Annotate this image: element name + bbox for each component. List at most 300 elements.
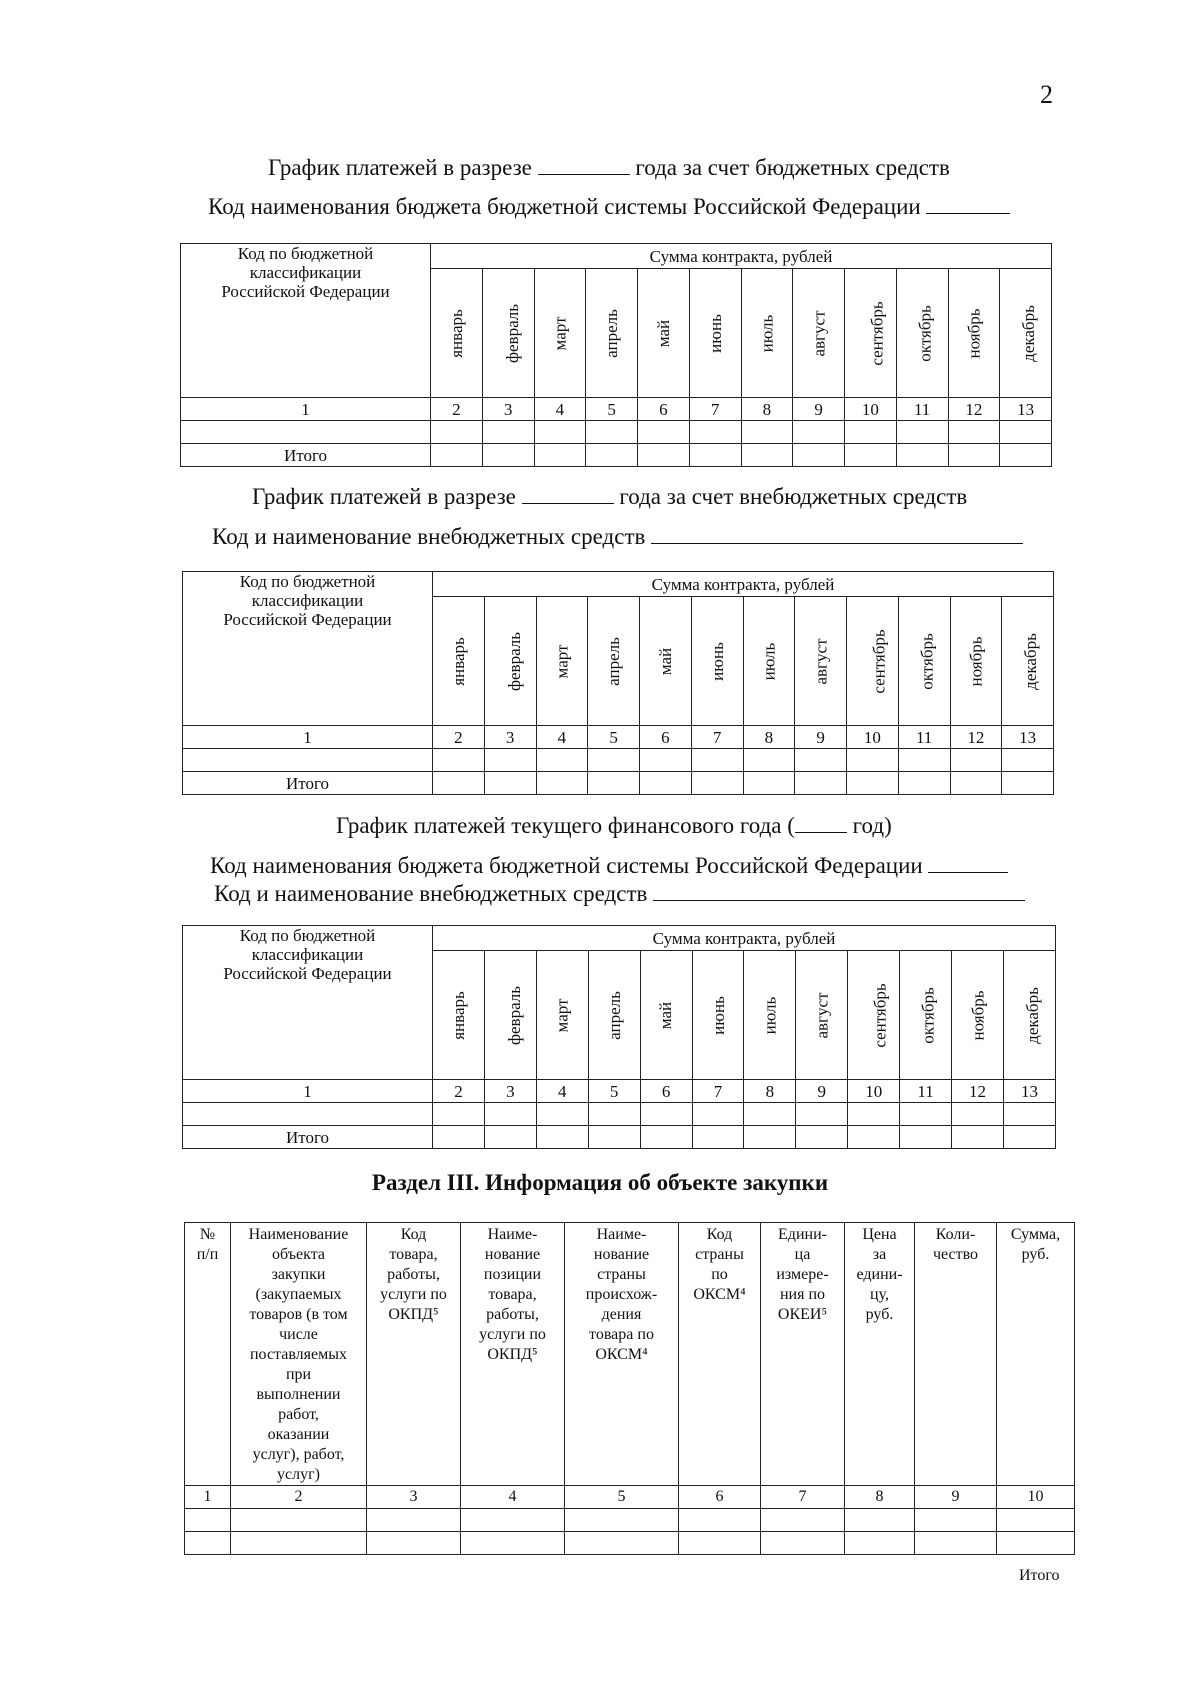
empty-cell [796,1103,848,1126]
total-cell [741,444,793,467]
empty-cell [1000,421,1052,444]
month-header [741,269,793,398]
column-number: 4 [536,726,588,749]
empty-cell [744,1103,796,1126]
schedule-1-code-line [208,193,1010,220]
empty-cell [461,1532,565,1555]
page-number: 2 [1040,80,1053,109]
empty-cell [743,749,795,772]
month-label: декабрь [1021,632,1041,690]
month-header [845,269,897,398]
column-number: 12 [952,1080,1004,1103]
header-line: Едини- [778,1226,827,1243]
header-line: Цена [862,1226,897,1243]
empty-cell [1003,1103,1055,1126]
month-header [896,269,948,398]
month-label: апрель [604,636,624,686]
column-number: 4 [534,398,586,421]
items-column-header [367,1223,461,1486]
month-header [796,951,848,1080]
total-cell [691,772,743,795]
kbk-header [183,926,433,1080]
total-cell [536,772,588,795]
column-number: 9 [796,1080,848,1103]
total-cell [796,1126,848,1149]
month-label: март [550,316,570,350]
total-cell [640,772,692,795]
header-line: Код [706,1226,733,1243]
total-cell [898,772,950,795]
empty-row [183,1103,1056,1126]
column-numbers-row [181,398,1052,421]
column-number: 3 [484,726,536,749]
header-line: нование [593,1246,650,1263]
total-cell [482,444,534,467]
payment-table-2 [182,571,1054,795]
empty-cell [484,1103,536,1126]
kbk-header-line: Российской Федерации [221,282,390,301]
header-line: ния по [779,1286,826,1303]
month-label: декабрь [1022,986,1042,1044]
extrabudget-code-blank [653,880,1025,901]
month-header [484,951,536,1080]
total-cell [1002,772,1054,795]
kbk-header-line: Код по бюджетной [239,572,376,591]
month-label: март [552,998,572,1032]
header-line: объекта [272,1246,325,1263]
column-number: 1 [183,1080,433,1103]
header-line: выполнении [256,1386,341,1403]
header-line: ца [794,1246,811,1263]
empty-cell [952,1103,1004,1126]
header-line: товаров (в том [249,1306,348,1323]
total-cell [952,1126,1004,1149]
empty-cell [898,749,950,772]
total-label: Итого [181,444,431,467]
header-line: товара, [488,1286,537,1303]
empty-cell [536,1103,588,1126]
month-label: май [653,319,673,347]
empty-cell [761,1532,845,1555]
month-header [640,597,692,726]
empty-cell [692,1103,744,1126]
total-cell [534,444,586,467]
sum-header: Сумма контракта, рублей [433,572,1054,597]
column-number: 6 [640,726,692,749]
column-number: 11 [900,1080,952,1103]
sum-header: Сумма контракта, рублей [433,926,1056,951]
column-number: 5 [588,1080,640,1103]
header-line: поставляемых [249,1346,347,1363]
empty-cell [183,749,433,772]
header-line: ОКЕИ⁵ [777,1306,828,1323]
total-cell [743,772,795,795]
items-column-header [915,1223,997,1486]
empty-cell [915,1509,997,1532]
column-number: 7 [691,726,743,749]
items-column-header [679,1223,761,1486]
month-label: июль [757,314,777,352]
empty-cell [896,421,948,444]
kbk-header [181,244,431,398]
month-label: декабрь [1019,304,1039,362]
empty-cell [536,749,588,772]
empty-cell [848,1103,900,1126]
total-cell [950,772,1002,795]
items-column-header [997,1223,1075,1486]
empty-cell [640,749,692,772]
month-header [900,951,952,1080]
column-number: 6 [638,398,690,421]
header-line: ОКСМ⁴ [693,1286,746,1303]
extrabudget-code-label: Код и наименование внебюджетных средств [212,524,646,549]
total-cell [795,772,847,795]
month-header [795,597,847,726]
header-line: нование [484,1246,541,1263]
kbk-header-line: Код по бюджетной [237,244,374,263]
total-cell [484,1126,536,1149]
header-line: Наиме- [487,1226,538,1243]
empty-cell [845,1509,915,1532]
kbk-header-line: классификации [249,263,362,282]
column-numbers-row [183,1080,1056,1103]
total-label: Итого [183,1126,433,1149]
total-cell [588,772,640,795]
empty-cell [915,1532,997,1555]
month-header [588,951,640,1080]
column-number: 5 [586,398,638,421]
month-header [1000,269,1052,398]
budget-code-blank [926,193,1010,214]
total-cell [484,772,536,795]
month-header [1003,951,1055,1080]
column-number: 8 [743,726,795,749]
empty-cell [588,1103,640,1126]
month-header [433,597,485,726]
total-cell [588,1126,640,1149]
header-line: Коли- [935,1226,976,1243]
header-line: Наименование [248,1226,349,1243]
kbk-header-line: классификации [251,591,364,610]
empty-cell [588,749,640,772]
header-line: позиции [483,1266,542,1283]
empty-cell [638,421,690,444]
empty-cell [900,1103,952,1126]
column-number: 12 [948,398,1000,421]
month-header [484,597,536,726]
extrabudget-code-blank [651,523,1023,544]
empty-cell [484,749,536,772]
month-label: август [809,309,829,357]
total-cell [536,1126,588,1149]
empty-cell [679,1532,761,1555]
empty-cell [950,749,1002,772]
column-number: 6 [640,1080,692,1103]
month-header [952,951,1004,1080]
header-line: чество [932,1246,979,1263]
column-number: 10 [997,1486,1075,1509]
empty-cell [181,421,431,444]
month-label: октябрь [917,632,937,690]
schedule-2-title-right: года за счет внебюджетных средств [619,484,968,509]
total-cell [640,1126,692,1149]
total-cell [689,444,741,467]
total-cell [586,444,638,467]
total-row [183,1126,1056,1149]
schedule-3-title-right: год) [852,813,892,838]
header-line: услуг) [277,1466,320,1483]
extrabudget-code-label: Код и наименование внебюджетных средств [214,881,648,906]
column-number: 11 [896,398,948,421]
column-number: 10 [848,1080,900,1103]
column-number: 2 [231,1486,367,1509]
month-header [536,597,588,726]
header-line: Код [400,1226,427,1243]
empty-cell [793,421,845,444]
month-label: май [656,1001,676,1029]
items-header-row [185,1223,1075,1486]
header-line: страны [597,1266,646,1283]
header-line: услуги по [380,1286,447,1303]
month-label: январь [446,308,466,358]
month-header [847,597,899,726]
month-header [433,951,485,1080]
kbk-header-line: Код по бюджетной [239,926,376,945]
month-label: август [811,637,831,685]
year-blank [795,812,847,833]
column-number: 13 [1000,398,1052,421]
column-number: 13 [1003,1080,1055,1103]
column-number: 9 [793,398,845,421]
total-cell [845,444,897,467]
month-header [692,951,744,1080]
empty-cell [185,1509,231,1532]
items-empty-row [185,1509,1075,1532]
empty-cell [185,1532,231,1555]
header-line: за [872,1246,887,1263]
column-number: 1 [181,398,431,421]
empty-cell [795,749,847,772]
month-label: ноябрь [968,990,988,1040]
empty-cell [1002,749,1054,772]
items-column-header [565,1223,679,1486]
total-cell [948,444,1000,467]
column-number: 13 [1002,726,1054,749]
month-label: сентябрь [867,300,887,366]
column-number: 1 [185,1486,231,1509]
header-line: закупки [271,1266,326,1283]
header-line: страны [695,1246,744,1263]
empty-cell [565,1532,679,1555]
header-line: ОКПД⁵ [487,1346,538,1363]
empty-row [183,749,1054,772]
items-number-row [185,1486,1075,1509]
column-number: 6 [679,1486,761,1509]
total-cell [431,444,483,467]
empty-cell [691,749,743,772]
header-line: оказании [267,1426,330,1443]
header-line: по [711,1266,728,1283]
empty-cell [461,1509,565,1532]
month-label: сентябрь [869,628,889,694]
column-number: 3 [482,398,534,421]
header-line: руб. [1021,1246,1050,1263]
month-label: апрель [602,308,622,358]
schedule-3-title-left: График платежей текущего финансового года ( [336,813,795,838]
month-label: август [812,991,832,1039]
month-label: сентябрь [870,982,890,1048]
month-header [898,597,950,726]
header-line: дения [601,1306,642,1323]
total-cell [638,444,690,467]
total-cell [847,772,899,795]
column-number: 4 [536,1080,588,1103]
header-line: цу, [870,1286,889,1303]
empty-cell [845,421,897,444]
kbk-header [183,572,433,726]
month-header [1002,597,1054,726]
budget-code-blank [928,852,1008,873]
column-number: 12 [950,726,1002,749]
month-header [691,597,743,726]
total-row [181,444,1052,467]
month-label: июнь [705,313,725,353]
month-header [638,269,690,398]
month-label: июнь [708,995,728,1035]
empty-cell [845,1532,915,1555]
empty-cell [761,1509,845,1532]
header-line: услуги по [479,1326,546,1343]
header-line: едини- [856,1266,903,1283]
schedule-1-title-left: График платежей в разрезе [268,155,532,180]
month-header [793,269,845,398]
month-label: март [552,644,572,678]
section-3-title: Раздел III. Информация об объекте закупки [371,1170,829,1195]
month-header [743,597,795,726]
items-column-header [231,1223,367,1486]
year-blank [538,154,630,175]
column-number: 5 [588,726,640,749]
column-number: 7 [689,398,741,421]
month-header [536,951,588,1080]
month-label: апрель [604,990,624,1040]
month-header [689,269,741,398]
schedule-3-code-line-2 [214,880,1025,907]
kbk-header-line: Российской Федерации [223,610,392,629]
month-header [744,951,796,1080]
items-column-header [185,1223,231,1486]
month-label: февраль [504,631,524,691]
total-cell [848,1126,900,1149]
header-row [181,244,1052,269]
year-blank [522,483,614,504]
month-header [950,597,1002,726]
column-number: 9 [915,1486,997,1509]
month-label: ноябрь [966,636,986,686]
empty-cell [482,421,534,444]
empty-cell [847,749,899,772]
empty-cell [534,421,586,444]
month-label: февраль [502,303,522,363]
header-line: ОКСМ⁴ [595,1346,648,1363]
schedule-1-title [268,154,950,181]
empty-cell [586,421,638,444]
schedule-3-title [336,812,892,839]
column-number: 10 [845,398,897,421]
header-line: Сумма, [1010,1226,1061,1243]
empty-cell [741,421,793,444]
sum-header: Сумма контракта, рублей [431,244,1052,269]
header-row [183,572,1054,597]
column-number: 3 [367,1486,461,1509]
items-column-header [461,1223,565,1486]
month-header [640,951,692,1080]
month-header [482,269,534,398]
header-row [183,926,1056,951]
month-header [588,597,640,726]
month-header [431,269,483,398]
column-number: 8 [845,1486,915,1509]
column-number: 5 [565,1486,679,1509]
budget-code-label: Код наименования бюджета бюджетной системы Российской Федерации [210,853,923,878]
header-line: руб. [865,1306,894,1323]
total-cell [1000,444,1052,467]
schedule-1-title-right: года за счет бюджетных средств [635,155,950,180]
empty-cell [640,1103,692,1126]
column-number: 2 [433,1080,485,1103]
budget-code-label: Код наименования бюджета бюджетной системы Российской Федерации [208,194,921,219]
column-number: 4 [461,1486,565,1509]
empty-cell [997,1532,1075,1555]
kbk-header-line: классификации [251,945,364,964]
column-number: 10 [847,726,899,749]
schedule-2-title [252,483,967,510]
total-cell [433,1126,485,1149]
empty-cell [433,1103,485,1126]
month-header [586,269,638,398]
empty-cell [183,1103,433,1126]
empty-cell [565,1509,679,1532]
total-row [183,772,1054,795]
total-cell [744,1126,796,1149]
column-number: 1 [183,726,433,749]
header-line: работы, [387,1266,440,1283]
items-empty-row [185,1532,1075,1555]
column-number: 2 [431,398,483,421]
header-line: (закупаемых [255,1286,342,1303]
column-number: 7 [692,1080,744,1103]
month-label: январь [448,990,468,1040]
schedule-2-title-left: График платежей в разрезе [252,484,516,509]
header-line: измере- [776,1266,829,1283]
empty-cell [433,749,485,772]
month-label: июнь [707,641,727,681]
empty-cell [679,1509,761,1532]
column-number: 8 [744,1080,796,1103]
items-column-header [761,1223,845,1486]
month-label: июль [760,996,780,1034]
total-cell [896,444,948,467]
month-label: июль [759,642,779,680]
total-cell [900,1126,952,1149]
empty-cell [367,1532,461,1555]
header-line: услуг), работ, [252,1446,345,1463]
month-label: октябрь [918,986,938,1044]
header-line: Наиме- [596,1226,647,1243]
header-line: работ, [278,1406,319,1423]
header-line: происхож- [585,1286,658,1303]
empty-row [181,421,1052,444]
